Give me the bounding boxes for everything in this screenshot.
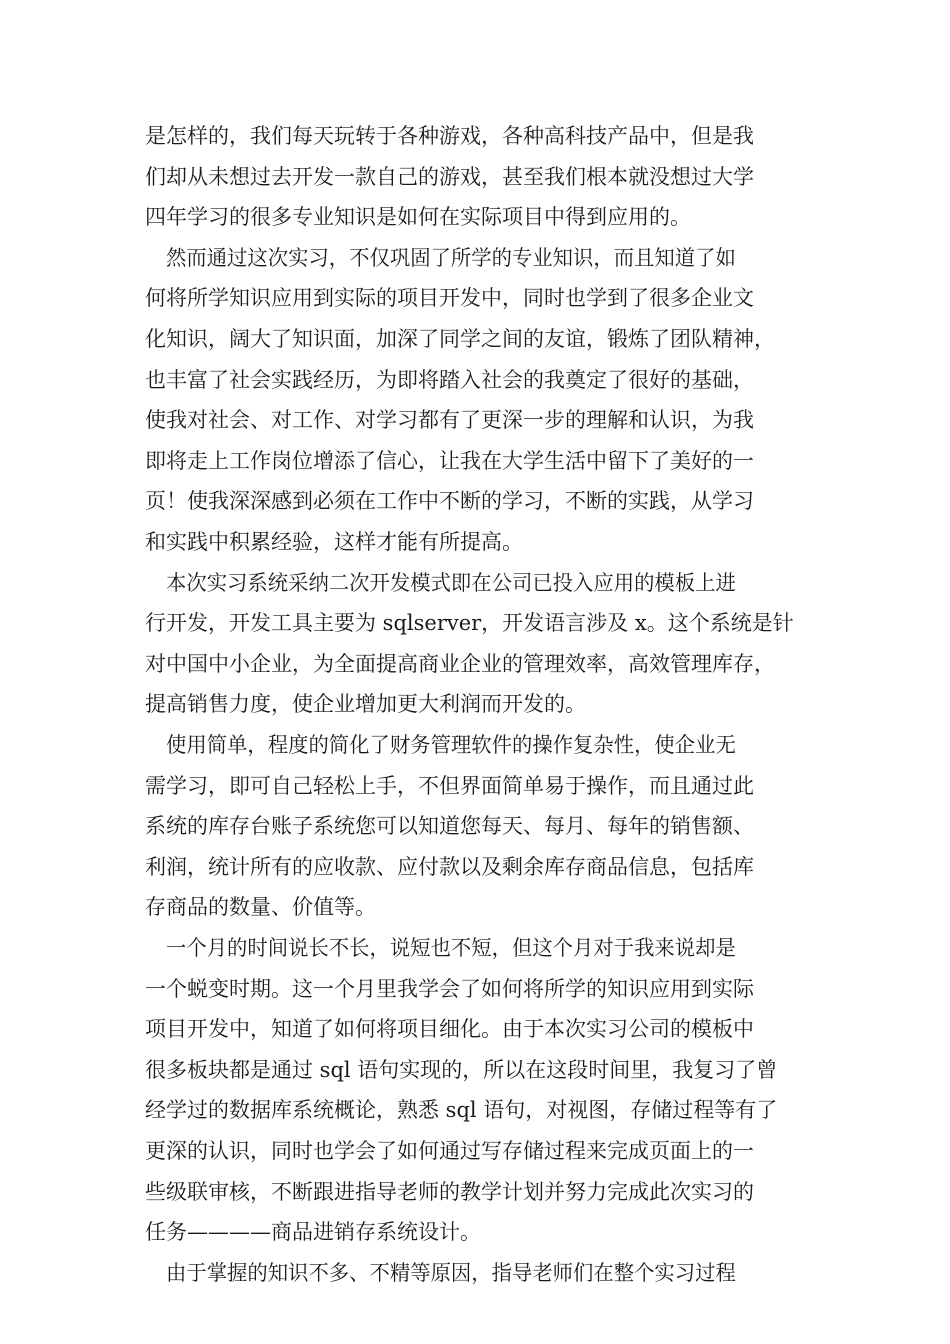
text-line: 四年学习的很多专业知识是如何在实际项目中得到应用的。 (145, 205, 691, 230)
text-line: 利润，统计所有的应收款、应付款以及剩余库存商品信息，包括库 (145, 854, 754, 879)
text-line: 然而通过这次实习，不仅巩固了所学的专业知识，而且知道了如 (166, 245, 736, 270)
text-line: 使用简单，程度的简化了财务管理软件的操作复杂性，使企业无 (166, 733, 736, 757)
text-line: 也丰富了社会实践经历，为即将踏入社会的我奠定了很好的基础， (145, 367, 754, 392)
text-line: 页！使我深深感到必须在工作中不断的学习，不断的实践，从学习 (145, 489, 754, 514)
text-line: 是怎样的，我们每天玩转于各种游戏，各种高科技产品中，但是我 (145, 124, 754, 148)
text-line: 一个蜕变时期。这一个月里我学会了如何将所学的知识应用到实际 (145, 976, 754, 1001)
text-line: 提高销售力度，使企业增加更大利润而开发的。 (145, 692, 586, 717)
text-line: 使我对社会、对工作、对学习都有了更深一步的理解和认识，为我 (145, 408, 754, 433)
text-line: 由于掌握的知识不多、不精等原因，指导老师们在整个实习过程 (166, 1260, 736, 1285)
text-line: 些级联审核，不断跟进指导老师的教学计划并努力完成此次实习的 (145, 1179, 754, 1204)
text-line: 化知识，阔大了知识面，加深了同学之间的友谊，锻炼了团队精神， (145, 327, 775, 351)
text-line: 行开发，开发工具主要为 sqlserver，开发语言涉及 x。这个系统是针 (145, 611, 794, 636)
text-line: 们却从未想过去开发一款自己的游戏，甚至我们根本就没想过大学 (145, 164, 754, 189)
text-line: 本次实习系统采纳二次开发模式即在公司已投入应用的模板上进 (166, 570, 736, 595)
text-line: 一个月的时间说长不长，说短也不短，但这个月对于我来说却是 (166, 936, 736, 960)
text-line: 何将所学知识应用到实际的项目开发中，同时也学到了很多企业文 (145, 286, 754, 311)
text-line: 对中国中小企业，为全面提高商业企业的管理效率，高效管理库存， (145, 651, 775, 676)
text-line: 即将走上工作岗位增添了信心，让我在大学生活中留下了美好的一 (145, 448, 754, 473)
text-line: 很多板块都是通过 sql 语句实现的，所以在这段时间里，我复习了曾 (145, 1057, 778, 1082)
text-line: 项目开发中，知道了如何将项目细化。由于本次实习公司的模板中 (145, 1017, 754, 1042)
text-line: 任务————商品进销存系统设计。 (145, 1220, 481, 1245)
text-line: 更深的认识，同时也学会了如何通过写存储过程来完成页面上的一 (145, 1139, 754, 1163)
text-line: 和实践中积累经验，这样才能有所提高。 (145, 530, 523, 554)
text-line: 经学过的数据库系统概论，熟悉 sql 语句，对视图，存储过程等有了 (145, 1098, 778, 1123)
text-line: 系统的库存台账子系统您可以知道您每天、每月、每年的销售额、 (145, 814, 754, 839)
text-line: 存商品的数量、价值等。 (145, 895, 376, 920)
text-line: 需学习，即可自己轻松上手，不但界面简单易于操作，而且通过此 (145, 773, 754, 798)
